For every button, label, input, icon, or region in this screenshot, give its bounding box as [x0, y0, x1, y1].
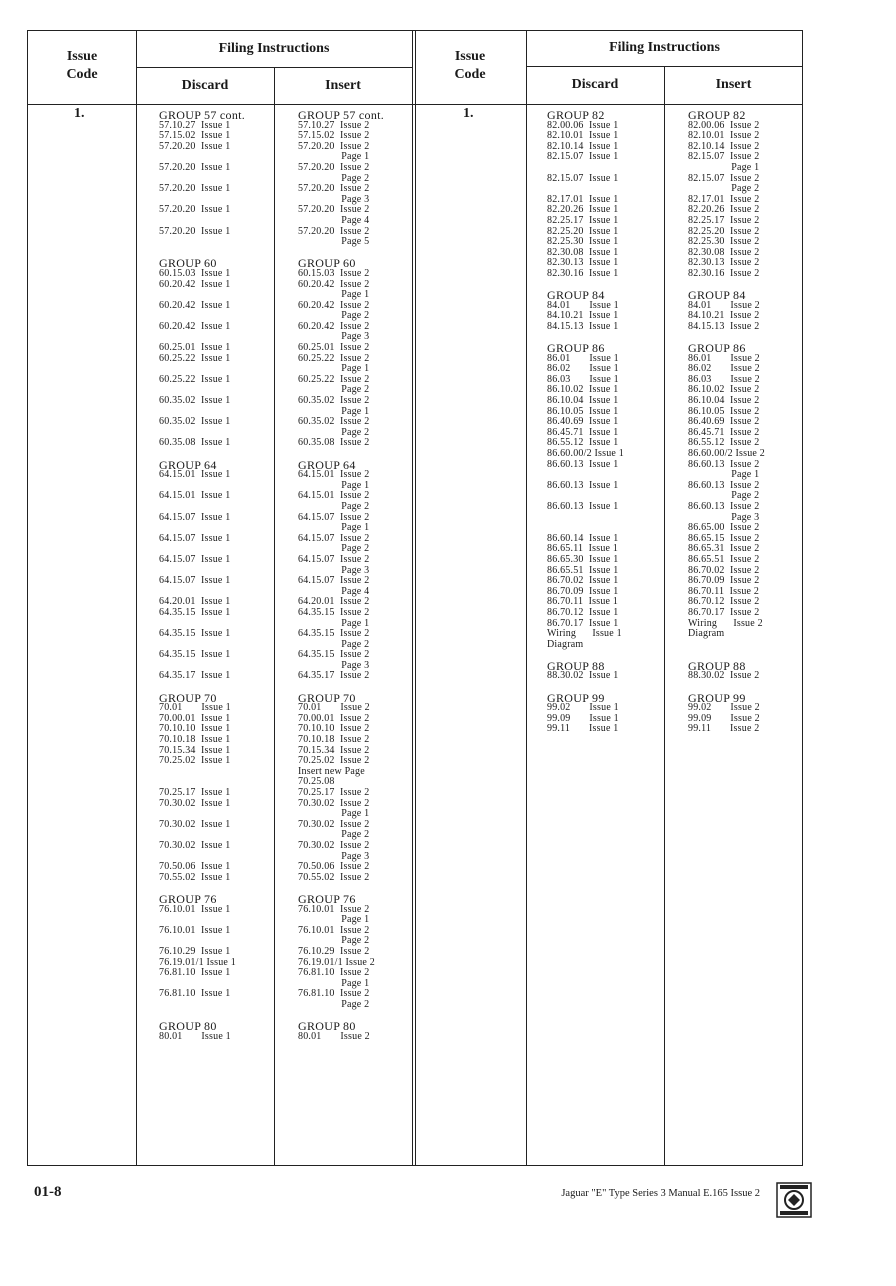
list-item: 84.10.21 Issue 2 [688, 310, 760, 322]
list-item: Page 4 [298, 585, 370, 597]
list-item: 82.25.30 Issue 2 [688, 236, 760, 248]
list-item: 64.15.07 Issue 1 [159, 553, 231, 565]
list-item: 86.65.00 Issue 2 [688, 522, 760, 534]
list-item: Diagram [547, 638, 584, 650]
list-item: 70.50.06 Issue 1 [159, 861, 231, 873]
list-item: 82.20.26 Issue 2 [688, 204, 760, 216]
list-item: 76.10.01 Issue 2 [298, 903, 370, 915]
list-item: 70.00.01 Issue 2 [298, 712, 370, 724]
list-item: 86.70.17 Issue 1 [547, 617, 619, 629]
list-item [159, 1000, 245, 1011]
list-item: 60.20.42 Issue 2 [298, 299, 370, 311]
list-item: 86.03 Issue 2 [688, 373, 760, 385]
header-discard-left: Discard [181, 78, 229, 93]
list-item: 57.20.20 Issue 2 [298, 161, 370, 173]
list-item: 86.65.31 Issue 2 [688, 543, 760, 555]
list-item: Page 1 [298, 617, 370, 629]
list-item: 70.10.10 Issue 2 [298, 723, 370, 735]
list-item: Diagram [688, 628, 725, 640]
list-item: 76.10.01 Issue 1 [159, 903, 231, 915]
header-issue-code-right: Issue Code [454, 49, 486, 82]
list-item [159, 767, 245, 778]
list-item: Page 1 [688, 469, 760, 481]
list-item: Page 2 [298, 935, 370, 947]
list-item: 57.10.27 Issue 2 [298, 119, 370, 131]
list-item: 86.60.13 Issue 1 [547, 479, 619, 491]
header-discard-right: Discard [571, 77, 619, 92]
group-heading: GROUP 86 [547, 341, 605, 356]
list-item: 86.60.13 Issue 2 [688, 458, 760, 470]
list-item: 70.25.08 [298, 776, 335, 788]
list-item: Page 2 [298, 543, 370, 555]
col-rule-center-a [412, 30, 413, 1166]
right-insert-column [688, 110, 765, 735]
list-item: Page 1 [298, 914, 370, 926]
list-item [547, 513, 624, 524]
page-number: 01-8 [34, 1184, 62, 1200]
list-item: 86.03 Issue 1 [547, 373, 619, 385]
list-item: 86.10.02 Issue 2 [688, 384, 760, 396]
list-item: 57.20.20 Issue 1 [159, 140, 231, 152]
group-heading: GROUP 70 [159, 690, 217, 705]
group-heading: GROUP 84 [688, 288, 746, 303]
group-heading: GROUP 88 [547, 658, 605, 673]
list-item: 57.20.20 Issue 2 [298, 183, 370, 195]
manual-title: Jaguar "E" Type Series 3 Manual E.165 Issue 2 [561, 1188, 760, 1199]
list-item: 60.25.01 Issue 1 [159, 342, 231, 354]
list-item: 86.70.12 Issue 2 [688, 596, 760, 608]
list-item: 86.65.30 Issue 1 [547, 553, 619, 565]
list-item: 82.10.01 Issue 1 [547, 130, 619, 142]
list-item: 99.02 Issue 2 [688, 702, 760, 714]
list-item: 86.55.12 Issue 1 [547, 437, 619, 449]
col-rule-right-code [526, 30, 527, 1166]
list-item: 86.70.17 Issue 2 [688, 606, 760, 618]
list-item: 64.35.15 Issue 2 [298, 606, 370, 618]
list-item: 60.35.08 Issue 1 [159, 437, 231, 449]
list-item: 80.01 Issue 1 [159, 1030, 231, 1042]
col-rule-left-discard [274, 67, 275, 1166]
list-item: 86.60.13 Issue 2 [688, 479, 760, 491]
list-item: 64.15.01 Issue 2 [298, 469, 370, 481]
list-item: Page 1 [298, 289, 370, 301]
group-heading: GROUP 86 [688, 341, 746, 356]
list-item: Page 3 [298, 193, 370, 205]
list-item: 60.20.42 Issue 2 [298, 278, 370, 290]
list-item: 84.15.13 Issue 1 [547, 320, 619, 332]
group-heading: GROUP 80 [159, 1019, 217, 1034]
header-filing-instructions-right: Filing Instructions [609, 40, 720, 55]
list-item: 70.15.34 Issue 2 [298, 744, 370, 756]
list-item [159, 502, 245, 513]
list-item: 64.15.07 Issue 2 [298, 553, 370, 565]
left-insert-column [298, 110, 384, 1042]
list-item: 57.20.20 Issue 1 [159, 204, 231, 216]
list-item: 84.01 Issue 1 [547, 299, 619, 311]
list-item: 76.81.10 Issue 1 [159, 967, 231, 979]
list-item: 86.10.02 Issue 1 [547, 384, 619, 396]
list-item: 60.25.22 Issue 2 [298, 352, 370, 364]
list-item: 60.25.22 Issue 1 [159, 352, 231, 364]
list-item: 57.10.27 Issue 1 [159, 119, 231, 131]
list-item: 86.70.02 Issue 2 [688, 564, 760, 576]
list-item: 70.30.02 Issue 2 [298, 839, 370, 851]
list-item: 76.10.29 Issue 1 [159, 945, 231, 957]
list-item: 57.20.20 Issue 1 [159, 225, 231, 237]
group-heading: GROUP 80 [298, 1019, 356, 1034]
list-item: 86.10.05 Issue 1 [547, 405, 619, 417]
list-item: 86.70.09 Issue 1 [547, 585, 619, 597]
list-item: 64.20.01 Issue 1 [159, 596, 231, 608]
group-heading: GROUP 84 [547, 288, 605, 303]
list-item: 70.10.10 Issue 1 [159, 723, 231, 735]
list-item: 76.10.01 Issue 2 [298, 924, 370, 936]
list-item: 64.15.01 Issue 1 [159, 469, 231, 481]
group-heading: GROUP 82 [547, 108, 605, 122]
list-item: 86.60.00/2 Issue 1 [547, 448, 624, 459]
list-item: Page 3 [298, 850, 370, 862]
list-item: 86.65.51 Issue 1 [547, 564, 619, 576]
group-heading: GROUP 64 [298, 457, 356, 472]
list-item: 70.25.17 Issue 1 [159, 787, 231, 798]
list-item: Insert new Page [298, 765, 365, 777]
list-item: 82.30.13 Issue 2 [688, 257, 760, 269]
list-item: 86.70.09 Issue 2 [688, 575, 760, 587]
list-item: Page 2 [298, 638, 370, 650]
list-item: 60.15.03 Issue 1 [159, 267, 231, 279]
list-item: 86.70.11 Issue 1 [547, 596, 619, 608]
header-filing-instructions-left: Filing Instructions [218, 41, 330, 56]
list-item: 82.15.07 Issue 2 [688, 151, 760, 163]
list-item: 60.20.42 Issue 1 [159, 299, 231, 311]
list-item: 64.15.01 Issue 1 [159, 490, 231, 502]
list-item: 57.15.02 Issue 2 [298, 130, 370, 142]
list-item: Page 5 [298, 236, 370, 248]
list-item: 60.15.03 Issue 2 [298, 267, 370, 279]
list-item: 60.35.02 Issue 2 [298, 416, 370, 428]
list-item: Page 1 [298, 405, 370, 417]
list-item: 86.45.71 Issue 1 [547, 426, 619, 438]
list-item: 76.81.10 Issue 2 [298, 967, 370, 979]
list-item: Page 2 [298, 500, 370, 512]
col-rule-right-discard [664, 66, 665, 1166]
list-item: Page 4 [298, 214, 370, 226]
list-item: 86.10.04 Issue 1 [547, 395, 619, 407]
list-item: 99.11 Issue 1 [547, 723, 619, 735]
list-item: 70.30.02 Issue 2 [298, 797, 370, 809]
header-insert-left: Insert [325, 78, 361, 93]
list-item: 99.02 Issue 1 [547, 702, 619, 714]
list-item: 70.55.02 Issue 2 [298, 871, 370, 883]
list-item: 60.35.02 Issue 2 [298, 395, 370, 407]
list-item: Wiring Issue 2 [688, 617, 763, 629]
list-item: 86.02 Issue 1 [547, 363, 619, 375]
list-item: Page 2 [298, 384, 370, 396]
group-heading: GROUP 82 [688, 108, 746, 122]
col-rule-left-code [136, 30, 137, 1166]
list-item: Page 3 [298, 564, 370, 576]
list-item: 70.01 Issue 2 [298, 702, 370, 714]
list-item: 86.65.15 Issue 2 [688, 532, 760, 544]
list-item: 70.25.02 Issue 2 [298, 755, 370, 767]
list-item: Page 2 [688, 490, 760, 502]
list-item: Page 1 [298, 479, 370, 491]
list-item: 64.15.01 Issue 2 [298, 490, 370, 502]
list-item: 70.00.01 Issue 1 [159, 712, 231, 724]
list-item: 86.10.05 Issue 2 [688, 405, 760, 417]
list-item: 82.30.08 Issue 1 [547, 246, 619, 258]
british-leyland-logo [776, 1182, 812, 1218]
list-item [688, 640, 765, 651]
list-item: 57.20.20 Issue 1 [159, 183, 231, 195]
issue-code-right: 1. [463, 106, 474, 121]
list-item: 57.20.20 Issue 2 [298, 140, 370, 152]
list-item: Page 1 [688, 161, 760, 173]
list-item: 70.30.02 Issue 1 [159, 839, 231, 851]
list-item: 70.10.18 Issue 2 [298, 734, 370, 746]
header-issue-code-left: Issue Code [66, 49, 98, 82]
list-item: 86.60.13 Issue 1 [547, 500, 619, 512]
list-item: 86.70.11 Issue 2 [688, 585, 760, 597]
list-item: 84.10.21 Issue 1 [547, 310, 619, 322]
list-item: 70.55.02 Issue 1 [159, 871, 231, 883]
list-item: 64.35.15 Issue 1 [159, 628, 231, 640]
list-item: 82.25.17 Issue 2 [688, 214, 760, 226]
list-item: 70.25.17 Issue 2 [298, 787, 370, 798]
list-item: 70.25.02 Issue 1 [159, 755, 231, 767]
list-item: 86.65.51 Issue 2 [688, 553, 760, 565]
list-item: 70.50.06 Issue 2 [298, 861, 370, 873]
list-item: 82.25.17 Issue 1 [547, 214, 619, 226]
group-heading: GROUP 60 [159, 256, 217, 271]
list-item: 57.20.20 Issue 2 [298, 225, 370, 237]
list-item: 86.60.13 Issue 2 [688, 500, 760, 512]
right-discard-column [547, 110, 624, 735]
list-item: 64.35.15 Issue 2 [298, 628, 370, 640]
issue-code-left: 1. [74, 106, 85, 121]
list-item: 60.25.22 Issue 1 [159, 373, 231, 385]
list-item: 82.15.07 Issue 2 [688, 172, 760, 184]
list-item: 64.15.07 Issue 1 [159, 511, 231, 523]
list-item: 70.30.02 Issue 1 [159, 818, 231, 830]
list-item: 60.35.02 Issue 1 [159, 416, 231, 428]
list-item: 82.10.01 Issue 2 [688, 130, 760, 142]
list-item: 64.15.07 Issue 2 [298, 532, 370, 544]
list-item: 82.30.16 Issue 1 [547, 267, 619, 279]
list-item: 84.15.13 Issue 2 [688, 320, 760, 332]
list-item: 82.17.01 Issue 1 [547, 193, 619, 205]
list-item: Wiring Issue 1 [547, 628, 622, 640]
list-item: 64.35.15 Issue 1 [159, 649, 231, 661]
group-heading: GROUP 76 [298, 891, 356, 906]
group-heading: GROUP 57 cont. [159, 108, 246, 122]
group-heading: GROUP 99 [547, 690, 605, 705]
list-item: 76.19.01/1 Issue 1 [159, 956, 236, 968]
list-item: 70.10.18 Issue 1 [159, 734, 231, 746]
list-item: 86.60.14 Issue 1 [547, 532, 619, 544]
list-item: 60.20.42 Issue 2 [298, 320, 370, 332]
list-item: 70.30.02 Issue 2 [298, 818, 370, 830]
list-item: 88.30.02 Issue 1 [547, 670, 619, 682]
list-item: 82.25.30 Issue 1 [547, 236, 619, 248]
list-item: 76.10.01 Issue 1 [159, 924, 231, 936]
list-item: 86.01 Issue 2 [688, 352, 760, 364]
list-item: 64.15.07 Issue 1 [159, 575, 231, 587]
list-item: 86.45.71 Issue 2 [688, 426, 760, 438]
list-item: 76.10.29 Issue 2 [298, 945, 370, 957]
list-item: Page 2 [688, 183, 760, 195]
list-item: 82.00.06 Issue 2 [688, 119, 760, 131]
list-item: 82.15.07 Issue 1 [547, 151, 619, 163]
list-item: 82.15.07 Issue 1 [547, 172, 619, 184]
list-item: 60.25.01 Issue 2 [298, 342, 370, 354]
list-item: 60.35.08 Issue 2 [298, 437, 370, 449]
group-heading: GROUP 64 [159, 457, 217, 472]
list-item: 86.01 Issue 1 [547, 352, 619, 364]
list-item: 70.30.02 Issue 1 [159, 797, 231, 809]
list-item: Page 2 [298, 998, 370, 1010]
list-item [159, 237, 245, 248]
list-item: 64.15.07 Issue 2 [298, 575, 370, 587]
list-item: Page 2 [298, 426, 370, 438]
list-item: Page 3 [298, 331, 370, 343]
list-item: Page 1 [298, 808, 370, 820]
list-item: 86.70.12 Issue 1 [547, 606, 619, 618]
list-item: 60.35.02 Issue 1 [159, 395, 231, 407]
list-item: 86.10.04 Issue 2 [688, 395, 760, 407]
list-item: 64.20.01 Issue 2 [298, 596, 370, 608]
list-item: Page 2 [298, 310, 370, 322]
group-heading: GROUP 99 [688, 690, 746, 705]
list-item: 76.19.01/1 Issue 2 [298, 956, 375, 968]
list-item: 99.09 Issue 1 [547, 712, 619, 724]
list-item: 82.30.08 Issue 2 [688, 246, 760, 258]
list-item: 82.25.20 Issue 1 [547, 225, 619, 237]
list-item: 86.65.11 Issue 1 [547, 543, 619, 555]
list-item: 82.20.26 Issue 1 [547, 204, 619, 216]
list-item: Page 2 [298, 829, 370, 841]
list-item: 57.20.20 Issue 1 [159, 161, 231, 173]
list-item: 76.81.10 Issue 2 [298, 988, 370, 1000]
list-item: Page 1 [298, 977, 370, 989]
list-item: 64.15.07 Issue 2 [298, 511, 370, 523]
list-item: 99.11 Issue 2 [688, 723, 760, 735]
list-item: 60.20.42 Issue 1 [159, 278, 231, 290]
list-item [159, 216, 245, 227]
list-item: 64.35.17 Issue 1 [159, 670, 231, 682]
list-item: 60.20.42 Issue 1 [159, 320, 231, 332]
list-item [547, 163, 624, 174]
list-item: 64.15.07 Issue 1 [159, 532, 231, 544]
group-heading: GROUP 70 [298, 690, 356, 705]
list-item: 76.81.10 Issue 1 [159, 988, 231, 1000]
group-heading: GROUP 57 cont. [298, 108, 385, 122]
list-item: 82.25.20 Issue 2 [688, 225, 760, 237]
left-discard-column [159, 110, 245, 1042]
list-item: 82.17.01 Issue 2 [688, 193, 760, 205]
list-item: 64.35.17 Issue 2 [298, 670, 370, 682]
list-item: 80.01 Issue 2 [298, 1030, 370, 1042]
list-item: 82.30.16 Issue 2 [688, 267, 760, 279]
list-item: 86.60.13 Issue 1 [547, 458, 619, 470]
list-item: 57.15.02 Issue 1 [159, 130, 231, 142]
list-item: 57.20.20 Issue 2 [298, 204, 370, 216]
list-item: Page 1 [298, 522, 370, 534]
list-item: 88.30.02 Issue 2 [688, 670, 760, 682]
list-item: 99.09 Issue 2 [688, 712, 760, 724]
list-item: 70.01 Issue 1 [159, 702, 231, 714]
list-item: 86.40.69 Issue 1 [547, 416, 619, 428]
list-item: 82.30.13 Issue 1 [547, 257, 619, 269]
list-item: 86.60.00/2 Issue 2 [688, 448, 765, 459]
list-item: 82.10.14 Issue 1 [547, 140, 619, 152]
list-item: 70.15.34 Issue 1 [159, 744, 231, 756]
list-item: 64.35.15 Issue 1 [159, 606, 231, 618]
list-item: Page 3 [688, 511, 760, 523]
list-item: Page 1 [298, 363, 370, 375]
group-heading: GROUP 60 [298, 256, 356, 271]
list-item: 86.55.12 Issue 2 [688, 437, 760, 449]
list-item: Page 1 [298, 151, 370, 163]
list-item: 82.10.14 Issue 2 [688, 140, 760, 152]
list-item: 60.25.22 Issue 2 [298, 373, 370, 385]
list-item: Page 2 [298, 172, 370, 184]
list-item: 86.40.69 Issue 2 [688, 416, 760, 428]
list-item: 82.00.06 Issue 1 [547, 119, 619, 131]
list-item: 86.02 Issue 2 [688, 363, 760, 375]
group-heading: GROUP 88 [688, 658, 746, 673]
list-item: Page 3 [298, 659, 370, 671]
list-item: 64.35.15 Issue 2 [298, 649, 370, 661]
list-item: 84.01 Issue 2 [688, 299, 760, 311]
col-rule-center-b [415, 30, 416, 1166]
header-insert-right: Insert [715, 77, 752, 92]
group-heading: GROUP 76 [159, 891, 217, 906]
list-item: 86.70.02 Issue 1 [547, 575, 619, 587]
